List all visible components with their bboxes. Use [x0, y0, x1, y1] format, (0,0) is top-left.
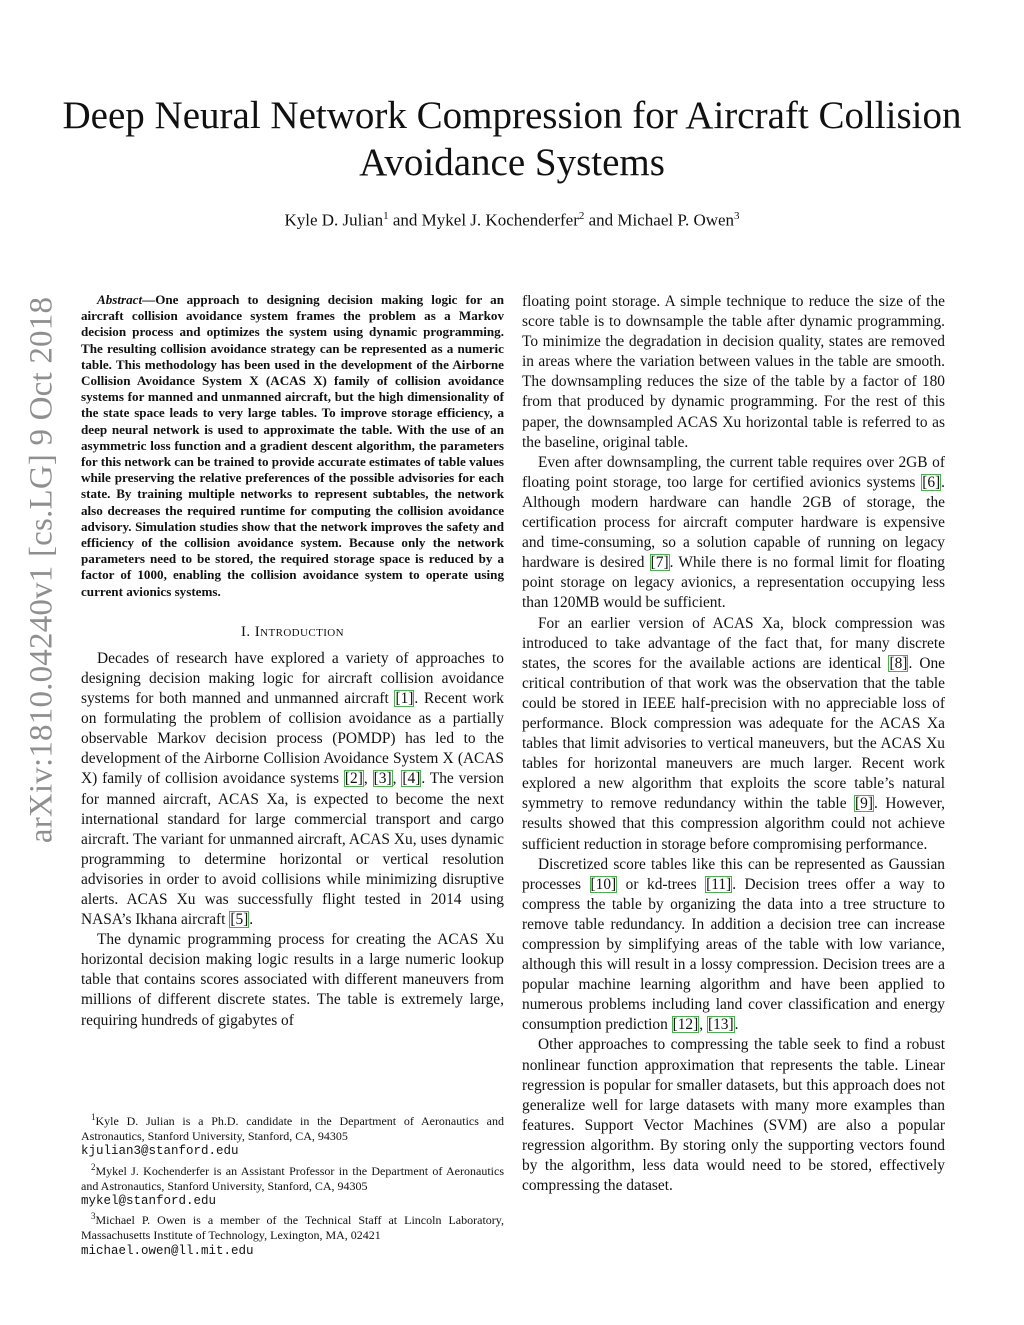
paragraph-text: , [699, 1016, 707, 1034]
footnote-text: Michael P. Owen is a member of the Technical Staff at Lincoln Laboratory, Massachusetts Institute of Technology, Lexington, MA, 02421 [81, 1213, 504, 1243]
paragraph-text: . Decision trees offer a way to compress the table by organizing the data into a tree structure to remove table redundancy. In addition a decision tree can increase compression by simplifying areas of the table with low variance, although this will result in a lossy compression. Decision trees are a popular machine learning algorithm and have been applied to numerous problems including land cover classification and energy consumption prediction [522, 875, 945, 1034]
author-name: Michael P. Owen [617, 210, 735, 230]
body-paragraph [522, 453, 945, 614]
footnote-mark: 3 [91, 1211, 96, 1222]
left-column [81, 292, 504, 1031]
paragraph-text: floating point storage. A simple technique to reduce the size of the score table is to downsample the table after dynamic programming. To minimize the degradation in decision quality, states are removed in areas where the variation between values in the table are smooth. The downsampling reduces the size of the table by a factor of 180 from that produced by dynamic programming. For the rest of this paper, the downsampled ACAS Xu horizontal table is referred to as the baseline, original table. [522, 293, 945, 451]
citation-link[interactable]: [12] [672, 1016, 699, 1034]
footnotes [81, 1110, 504, 1259]
citation-link[interactable]: [13] [707, 1016, 734, 1034]
paragraph-text: . One critical contribution of that work was the observation that the table could be stored in IEEE half-precision with no appreciable loss of performance. Block compression was adequate for the ACAS Xa tables that limit advisories to vertical maneuvers, but the ACAS Xu tables for horizontal maneuvers are much larger. Recent work explored a new algorithm that exploits the score table’s natural symmetry to remove redundancy within the table [522, 654, 945, 813]
footnote-mark: 1 [91, 1112, 96, 1122]
body-paragraph [522, 614, 945, 855]
paragraph-text: . However, results showed that this compression algorithm could not achieve sufficient reduction in storage before compromising performance. [522, 795, 945, 853]
author-name: Mykel J. Kochenderfer [421, 210, 579, 230]
arxiv-identifier[interactable]: arXiv:1810.04240v1 [cs.LG] 9 Oct 2018 [23, 296, 60, 844]
right-column [522, 292, 945, 1196]
citation-link[interactable]: [4] [402, 770, 421, 788]
paragraph-text: , [363, 770, 373, 788]
citation-link[interactable]: [2] [344, 770, 363, 788]
citation-link[interactable]: [8] [889, 654, 908, 672]
body-paragraph [522, 1035, 945, 1196]
body-paragraph [522, 292, 945, 453]
citation-link[interactable]: [7] [650, 554, 669, 572]
section-number: I. [241, 623, 251, 640]
arxiv-sidebar-stamp [12, 210, 72, 930]
paragraph-text: . Although modern hardware can handle 2GB of storage, the certification process for aircraft computer hardware is expensive and time-consuming, so a solution capable of running on legacy hardware is desired [522, 473, 945, 572]
body-paragraph [81, 930, 504, 1030]
author-separator: and [584, 210, 618, 230]
footnote [81, 1110, 504, 1160]
citation-link[interactable]: [5] [230, 911, 249, 929]
paragraph-text: Discretized score tables like this can be represented as Gaussian processes [522, 855, 945, 893]
paragraph-text: Decades of research have explored a variety of approaches to designing decision making logic for aircraft collision avoidance systems for both manned and unmanned aircraft [81, 649, 504, 708]
abstract-label: Abstract [97, 292, 143, 307]
paragraph-text: . Recent work on formulating the problem of collision avoidance as a partially observable Markov decision process (POMDP) has led to the development of the Airborne Collision Avoidance System X (ACAS X) family of collision avoidance systems [81, 690, 504, 788]
footnote-text: Kyle D. Julian is a Ph.D. candidate in the Department of Aeronautics and Astronautics, Stanford University, Stanford, CA, 94305 [81, 1114, 504, 1144]
author-email[interactable]: kjulian3@stanford.edu [81, 1144, 239, 1159]
author-list [60, 205, 964, 232]
citation-link[interactable]: [3] [373, 770, 392, 788]
author-name: Kyle D. Julian [284, 210, 384, 230]
paragraph-text: . While there is no formal limit for floating point storage on legacy avionics, a representation occupying less than 120MB would be sufficient. [522, 554, 945, 612]
body-paragraph [522, 855, 945, 1036]
footnote [81, 1209, 504, 1259]
abstract-text: —One approach to designing decision making logic for an aircraft collision avoidance system frames the problem as a Markov decision process and optimizes the system using dynamic programming. The resulting collision avoidance strategy can be represented as a numeric table. This methodology has been used in the development of the Airborne Collision Avoidance System X (ACAS X) family of collision avoidance systems for manned and unmanned aircraft, but the high dimensionality of the state space leads to very large tables. To improve storage efficiency, a deep neural network is used to approximate the table. With the use of an asymmetric loss function and a gradient descent algorithm, the parameters for this network can be trained to provide accurate estimates of table values while preserving the relative preferences of the possible advisories for each state. By training multiple networks to represent subtables, the network also decreases the required runtime for computing the collision avoidance advisory. Simulation studies show that the network improves the safety and efficiency of the collision avoidance system. Because only the network parameters need to be stored, the required storage space is reduced by a factor of 1000, enabling the collision avoidance system to operate using current avionics systems. [81, 292, 504, 599]
paragraph-text: or kd-trees [617, 875, 706, 893]
author-email[interactable]: mykel@stanford.edu [81, 1194, 217, 1209]
paragraph-text: . The version for manned aircraft, ACAS Xa, is expected to become the next international standard for large commercial transport and cargo aircraft. The variant for unmanned aircraft, ACAS Xu, uses dynamic programming to determine horizontal or vertical resolution advisories in order to avoid collisions while minimizing disruptive alerts. ACAS Xu was successfully flight tested in 2014 using NASA’s Ikhana aircraft [81, 770, 504, 929]
body-paragraph [81, 649, 504, 930]
footnote-text: Mykel J. Kochenderfer is an Assistant Professor in the Department of Aeronautics and Astronautics, Stanford University, Stanford, CA, 94305 [81, 1163, 504, 1193]
paragraph-text: For an earlier version of ACAS Xa, block compression was introduced to take advantage of the fact that, for many discrete states, the scores for the available actions are identical [522, 614, 945, 672]
paragraph-text: Other approaches to compressing the table seek to find a robust nonlinear function approximation that represents the table. Linear regression is popular for smaller datasets, but this approach does not generalize well for large datasets with many more examples than features. Support Vector Machines (SVM) are also a popular regression algorithm. By storing only the supporting vectors found by the algorithm, less data would need to be stored, effectively compressing the dataset. [522, 1036, 945, 1195]
citation-link[interactable]: [9] [855, 795, 873, 813]
author-separator: and [388, 210, 422, 230]
paragraph-text: . [249, 911, 254, 929]
paragraph-text: , [392, 770, 402, 788]
section-heading-introduction [81, 624, 504, 641]
paragraph-text: Even after downsampling, the current table requires over 2GB of floating point storage, too large for certified avionics systems [522, 453, 945, 491]
abstract [81, 292, 504, 600]
citation-link[interactable]: [1] [395, 690, 414, 708]
citation-link[interactable]: [10] [590, 875, 617, 893]
affiliation-mark: 2 [578, 210, 585, 222]
paragraph-text: The dynamic programming process for creating the ACAS Xu horizontal decision making logic results in a large numeric lookup table that contains scores associated with different maneuvers from millions of different discrete states. The table is extremely large, requiring hundreds of gigabytes of [81, 931, 504, 1029]
footnote [81, 1160, 504, 1210]
paragraph-text: . [734, 1016, 739, 1034]
citation-link[interactable]: [11] [706, 875, 732, 893]
author-email[interactable]: michael.owen@ll.mit.edu [81, 1243, 254, 1258]
paper-title: Deep Neural Network Compression for Aircraft Collision Avoidance Systems [62, 94, 962, 184]
section-title: Introduction [254, 623, 344, 640]
affiliation-mark: 3 [734, 210, 740, 222]
citation-link[interactable]: [6] [922, 473, 941, 491]
footnote-mark: 2 [91, 1161, 96, 1172]
affiliation-mark: 1 [383, 210, 389, 222]
